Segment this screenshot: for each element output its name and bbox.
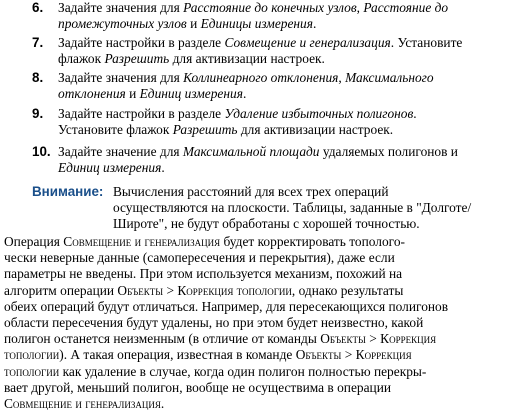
text-run: и — [125, 86, 140, 102]
step-number: 10. — [32, 144, 51, 159]
paragraph-line — [4, 315, 520, 331]
text-run: . — [312, 16, 317, 32]
warning-label: Внимание: — [32, 184, 104, 199]
italic-term: Единиц измерения — [139, 86, 243, 102]
text-run: для активизации настроек. — [237, 122, 394, 138]
command-name: топологии — [4, 347, 60, 363]
step-line — [58, 86, 523, 102]
text-run: области пересечения будут удалены, но при этом будет неизвестно, какой — [4, 315, 424, 331]
warning-line: Вычисления расстояний для всех трех операций — [113, 184, 389, 199]
paragraph-line — [4, 380, 520, 396]
step-line — [58, 16, 523, 32]
text-run: ). А такая операция, известная в команде — [59, 347, 296, 363]
italic-term: Расстояние до конечных узлов — [183, 0, 357, 15]
step-line — [58, 122, 523, 138]
text-run: > — [163, 282, 178, 298]
italic-term: Удаление избыточных полигонов — [224, 106, 414, 121]
text-run: Задайте значения для — [58, 70, 184, 85]
text-run: . — [413, 106, 417, 121]
italic-term: Максимального — [345, 70, 434, 85]
text-run: . — [160, 396, 165, 412]
italic-term: Единиц измерения — [58, 160, 162, 176]
text-run: удаляемых полигонов и — [319, 144, 458, 159]
paragraph-line — [4, 250, 520, 266]
warning-line: Широте", не будут обработаны с хорошей точностью. — [113, 216, 420, 232]
text-run: . — [161, 160, 165, 176]
text-run: , — [338, 70, 346, 85]
text-run: вает другой, меньший полигон, вообще не осуществима в операции — [4, 379, 392, 395]
step-number: 9. — [32, 106, 44, 121]
warning-note — [32, 184, 522, 233]
text-run: , — [356, 0, 364, 15]
text-run: параметры не введены. При этом используется механизм, похожий на — [4, 266, 403, 282]
paragraph-line — [4, 347, 520, 363]
command-name: Объекты — [117, 282, 164, 298]
italic-term: Максимальной площади — [182, 144, 320, 159]
text-run: . Установите — [390, 35, 463, 50]
text-run: полигон останется неизменным (в отличие от команды — [4, 331, 321, 347]
paragraph-line — [4, 331, 520, 347]
command-name: Коррекция топологии — [177, 282, 292, 298]
paragraph-line — [4, 396, 520, 412]
text-run: флажок — [58, 51, 105, 67]
step-number: 8. — [32, 70, 44, 85]
italic-term: Единицы измерения — [200, 16, 313, 32]
text-run: чески неверные данные (самопересечения и перекрытия), даже если — [4, 250, 395, 266]
step-line — [58, 70, 523, 86]
warning-text — [32, 184, 522, 233]
text-run: , однако результаты — [291, 282, 404, 298]
step-number: 6. — [32, 0, 44, 15]
text-run: Задайте значения для — [58, 0, 184, 15]
text-run: и — [186, 16, 201, 32]
italic-term: промежуточных узлов — [58, 16, 187, 32]
command-name: Объекты — [320, 331, 366, 347]
step-line — [58, 51, 523, 67]
command-name: Коррекция — [355, 347, 412, 363]
body-paragraph — [4, 234, 520, 412]
text-run: > — [341, 347, 356, 363]
step-number: 7. — [32, 35, 44, 50]
step-line — [58, 160, 523, 176]
warning-line: осуществляются на плоскости. Таблицы, заданные в "Долготе/ — [113, 200, 472, 216]
text-run: > — [365, 331, 381, 347]
text-run: Задайте настройки в разделе — [58, 35, 225, 50]
text-run: Установите флажок — [58, 122, 173, 138]
text-run: Задайте значение для — [58, 144, 183, 159]
command-name: Совмещение и генерализация — [4, 396, 161, 412]
text-run: Задайте настройки в разделе — [58, 106, 225, 121]
step-line — [58, 35, 523, 51]
command-name: Совмещение и генерализация — [63, 234, 221, 249]
paragraph-line — [4, 266, 520, 282]
step-line — [58, 0, 523, 16]
step-line — [58, 106, 523, 122]
paragraph-line — [4, 283, 520, 299]
text-run: обеих операций будут отличаться. Например, для пересекающихся полигонов — [4, 298, 449, 314]
step-item — [0, 144, 523, 176]
text-run: для активизации настроек. — [169, 51, 325, 67]
text-run: . — [242, 86, 247, 102]
italic-term: отклонения — [58, 86, 126, 102]
italic-term: Расстояние до — [363, 0, 449, 15]
paragraph-line — [4, 364, 520, 380]
text-run: как удаление в случае, когда один полигон полностью перекры- — [59, 363, 427, 379]
step-item — [0, 0, 523, 32]
step-item — [0, 35, 523, 67]
command-name: топологии — [4, 363, 60, 379]
command-name: Коррекция — [380, 331, 437, 347]
paragraph-line — [4, 234, 520, 250]
command-name: Объекты — [295, 347, 342, 363]
italic-term: Разрешить — [104, 51, 170, 67]
text-run: Операция — [4, 234, 64, 249]
paragraph-line — [4, 299, 520, 315]
text-run: будет корректировать тополого- — [220, 234, 405, 249]
step-item — [0, 70, 523, 102]
italic-term: Совмещение и генерализация — [224, 35, 391, 50]
italic-term: Разрешить — [172, 122, 238, 138]
step-item — [0, 106, 523, 138]
italic-term: Коллинеарного отклонения — [183, 70, 339, 85]
step-line — [58, 144, 523, 160]
text-run: алгоритм операции — [4, 282, 118, 298]
